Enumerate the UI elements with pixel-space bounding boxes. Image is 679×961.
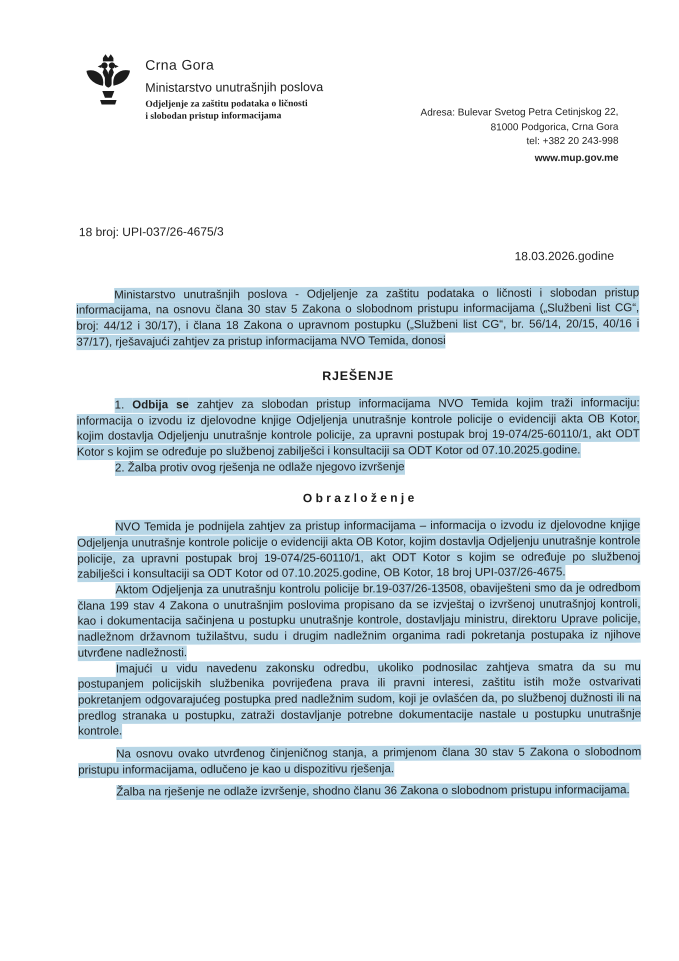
reasoning-paragraph-5 — [78, 784, 641, 802]
address-line-3: tel: +382 20 243-998 — [526, 135, 619, 148]
website-link: www.mup.gov.me — [534, 152, 619, 164]
document-date: 18.03.2026.godine — [514, 248, 615, 264]
intro-paragraph — [76, 286, 639, 351]
reasoning-text-2: Aktom Odjeljenja za unutrašnju kontrolu policije br.19-037/26-13508, obaviješteni smo da je odredbom člana 199 stav 4 Zakona o unutrašnjim poslovima propisano da se izvještaj o izvršenoj unutrašnjoj kontroli, kao i dokumentacija sačinjena u postupku unutrašnje kontrole, dostavljaju ministru, direktoru Uprave policije, nadležnom državnom tužilaštvu, sudu i drugim nadležnim organima radi pokretanja postupaka iz njihove utvrđene nadležnosti. — [77, 582, 641, 660]
reasoning-text-5: Žalba na rješenje ne odlaže izvršenje, shodno članu 36 Zakona o slobodnom pristupu informacijama. — [116, 784, 630, 799]
item1-bold-text: Odbija se — [132, 399, 189, 412]
intro-text: Ministarstvo unutrašnjih poslova - Odjeljenje za zaštitu podataka o ličnosti i slobodan pristup informacijama, na osnovu člana 30 stav 5 Zakona o slobodnom pristupu informacijama („Službeni list CG“, broj: 44/12 i 30/17), i člana 18 Zakona o upravnom postupku („Službeni list CG“, br. 56/14, 20/15, 40/16 i 37/17), rješavajući zahtjev za pristup informacijama NVO Temida, donosi — [76, 286, 640, 349]
department-line-1: Odjeljenje za zaštitu podataka o ličnosti — [145, 99, 308, 110]
reasoning-paragraph-4 — [78, 745, 641, 779]
reasoning-paragraph-3 — [78, 660, 641, 741]
montenegro-coat-of-arms-icon — [84, 51, 132, 113]
country-name: Crna Gora — [145, 56, 215, 73]
resolution-item-2 — [77, 459, 640, 477]
reasoning-heading: O b r a z l o ž e n j e — [302, 490, 415, 506]
department-line-2: i slobodan pristup informacijama — [145, 110, 282, 122]
address-line-2: 81000 Podgorica, Crna Gora — [490, 121, 619, 133]
case-number: 18 broj: UPI-037/26-4675/3 — [78, 224, 224, 240]
letterhead-org-block — [145, 56, 323, 123]
reasoning-text-4: Na osnovu ovako utvrđenog činjeničnog stanja, a primjenom člana 30 stav 5 Zakona o slobodnom pristupu informacijama, odlučeno je kao u dispozitivu rješenja. — [78, 746, 642, 777]
resolution-item-1 — [77, 396, 640, 461]
item1-text: zahtjev za slobodan pristup informacijama NVO Temida kojim traži informaciju: informacija o izvodu iz djelovodne knjige Odjeljenja unutrašnje kontrole policije o evidenciji akta OB Kotor, kojim dostavlja Odjeljenju unutrašnje kontrole policije, za upravni postupak broj 19-074/25-60110/1, akt ODT Kotor s kojim se određuje po službenoj zabilješci i konsultaciji sa ODT Kotor od 07.10.2025.godine. — [76, 397, 640, 459]
reasoning-text-1: NVO Temida je podnijela zahtjev za pristup informacijama – informacija o izvodu iz djelovodne knjige Odjeljenja unutrašnje kontrole policije o evidenciji akta OB Kotor, kojim dostavlja Odjeljenju unutrašnje kontrole policije, za upravni postupak broj 19-074/25-60110/1, akt ODT Kotor s kojim se određuje po službenoj zabilješci i konsultaciji sa ODT Kotor od 07.10.2025.godine, OB Kotor, 18 broj UPI-037/26-4675. — [77, 519, 641, 581]
item1-number: 1. — [114, 399, 133, 412]
document-body — [76, 286, 641, 802]
reasoning-paragraph-2 — [77, 581, 640, 662]
item2-text: 2. Žalba protiv ovog rješenja ne odlaže njegovo izvršenje — [114, 461, 405, 475]
resolution-heading: RJEŠENJE — [322, 368, 394, 383]
address-block — [420, 106, 618, 167]
reasoning-paragraph-1 — [77, 518, 640, 583]
ministry-name: Ministarstvo unutrašnjih poslova — [145, 80, 324, 95]
address-line-1: Adresa: Bulevar Svetog Petra Cetinjskog 22, — [420, 106, 619, 119]
reasoning-text-3: Imajući u vidu navedenu zakonsku odredbu, ukoliko podnosilac zahtjeva smatra da su mu postupanjem policijskih službenika povrijeđena prava ili pravni interesi, zaštitu istih može ostvarivati pokretanjem odgovarajućeg postupka pred nadležnim sudom, koji je ovlašćen da, po službenoj dužnosti ili na predlog stranaka u postupku, zatraži dostavljanje potrebne dokumentacije nastale u postupku unutrašnje kontrole. — [77, 660, 642, 739]
